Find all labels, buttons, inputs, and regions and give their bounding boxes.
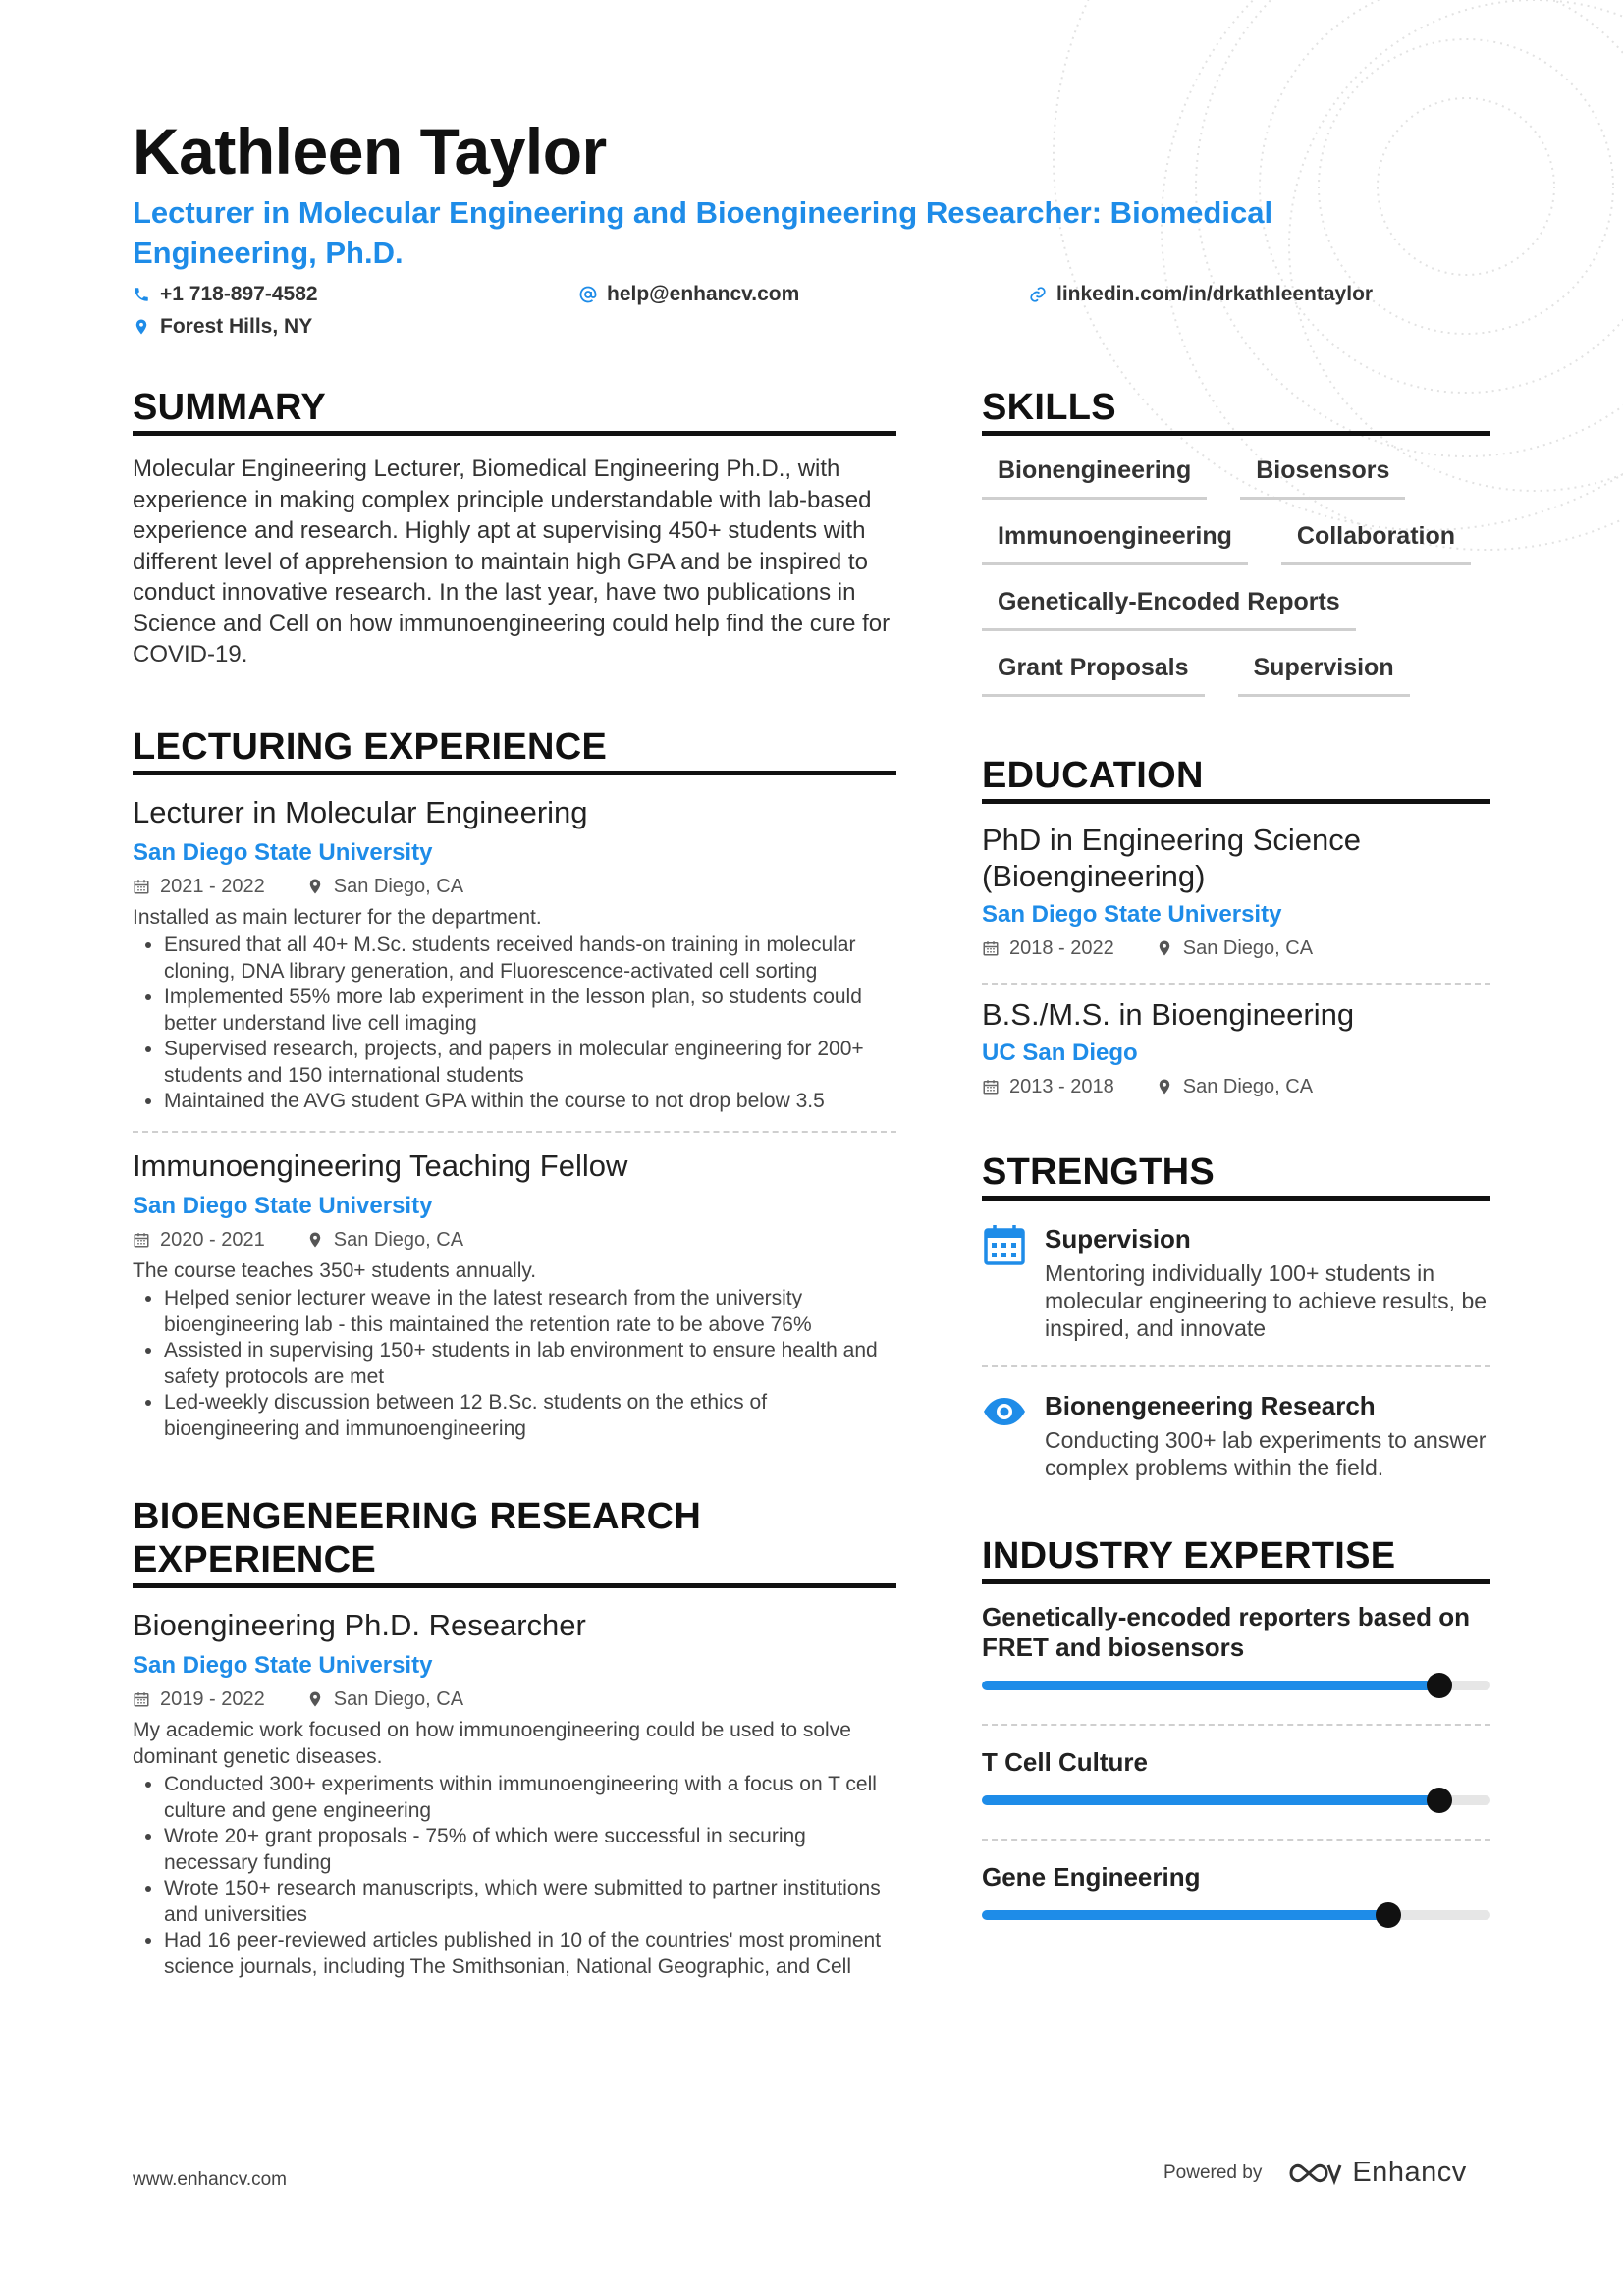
date-location-row bbox=[982, 1072, 1490, 1101]
map-pin-icon bbox=[306, 878, 324, 895]
divider bbox=[133, 1131, 896, 1133]
bullet-item: • Wrote 150+ research manuscripts, which were submitted to partner institutions and universities bbox=[164, 1876, 896, 1928]
bullet-item: • Conducted 300+ experiments within immunoengineering with a focus on T cell culture and gene engineering bbox=[164, 1772, 896, 1824]
divider bbox=[982, 1839, 1490, 1841]
lecturing-jobs bbox=[133, 793, 896, 1443]
bullet-item: • Wrote 20+ grant proposals - 75% of which were successful in securing necessary funding bbox=[164, 1824, 896, 1876]
school-name[interactable]: UC San Diego bbox=[982, 1040, 1138, 1066]
date-location-row bbox=[133, 1225, 896, 1255]
expertise-bar bbox=[982, 1910, 1490, 1920]
divider bbox=[982, 1365, 1490, 1367]
strength-item bbox=[982, 1218, 1490, 1342]
degree-title: PhD in Engineering Science (Bioengineering) bbox=[982, 823, 1362, 893]
footer-branding bbox=[1163, 2157, 1467, 2189]
expertise-bar-knob bbox=[1376, 1902, 1401, 1928]
strength-item bbox=[982, 1385, 1490, 1481]
location: San Diego, CA bbox=[333, 1688, 464, 1710]
job-organization[interactable]: San Diego State University bbox=[133, 1652, 433, 1679]
job-description: My academic work focused on how immunoengineering could be used to solve dominant genetic diseases. bbox=[133, 1719, 851, 1768]
expertise-bar-fill bbox=[982, 1910, 1388, 1920]
right-column bbox=[982, 386, 1490, 1934]
expertise-heading: INDUSTRY EXPERTISE bbox=[982, 1534, 1490, 1584]
phone-contact[interactable] bbox=[133, 283, 318, 306]
expertise-bar-knob bbox=[1427, 1673, 1452, 1698]
expertise-label: Gene Engineering bbox=[982, 1862, 1201, 1892]
link-icon bbox=[1029, 286, 1047, 303]
candidate-name: Kathleen Taylor bbox=[133, 115, 607, 187]
email-contact[interactable] bbox=[579, 283, 799, 306]
enhancv-logo[interactable] bbox=[1287, 2157, 1466, 2189]
linkedin-contact[interactable] bbox=[1029, 283, 1373, 306]
job-title: Immunoengineering Teaching Fellow bbox=[133, 1148, 628, 1183]
calendar-icon bbox=[133, 1231, 150, 1249]
at-sign-icon bbox=[579, 286, 597, 303]
date-range: 2020 - 2021 bbox=[160, 1228, 265, 1251]
strength-text bbox=[1045, 1389, 1490, 1481]
expertise-list bbox=[982, 1602, 1490, 1934]
phone-text: +1 718-897-4582 bbox=[160, 283, 318, 305]
lecturing-heading: LECTURING EXPERIENCE bbox=[133, 725, 896, 775]
research-jobs bbox=[133, 1606, 896, 1980]
job-description: The course teaches 350+ students annually. bbox=[133, 1258, 537, 1282]
map-pin-icon bbox=[306, 1231, 324, 1249]
bullet-item: • Maintained the AVG student GPA within the course to not drop below 3.5 bbox=[164, 1089, 896, 1115]
skills-heading: SKILLS bbox=[982, 386, 1490, 436]
footer-website[interactable]: www.enhancv.com bbox=[133, 2169, 287, 2190]
bullet-item: • Had 16 peer-reviewed articles published in 10 of the countries' most prominent science journals, including The Smithsonian, National Geographic, and Cell bbox=[164, 1928, 896, 1980]
bullet-item: • Ensured that all 40+ M.Sc. students received hands-on training in molecular cloning, DNA library generation, and Fluorescence-activated cell sorting bbox=[164, 933, 896, 985]
date-range: 2019 - 2022 bbox=[160, 1688, 265, 1710]
expertise-bar-knob bbox=[1427, 1788, 1452, 1813]
skill-tag: Grant Proposals bbox=[982, 651, 1205, 697]
expertise-bar-fill bbox=[982, 1795, 1439, 1805]
candidate-title: Lecturer in Molecular Engineering and Bioengineering Researcher: Biomedical Engineering, Ph.D. bbox=[133, 195, 1273, 270]
job-bullets bbox=[133, 1286, 896, 1442]
skills-list bbox=[982, 454, 1490, 697]
calendar-icon bbox=[982, 1078, 1000, 1095]
location: San Diego, CA bbox=[333, 1228, 464, 1251]
strength-text bbox=[1045, 1222, 1490, 1342]
education-list bbox=[982, 822, 1490, 1101]
expertise-label: Genetically-encoded reporters based on FRET and biosensors bbox=[982, 1602, 1471, 1662]
degree-title: B.S./M.S. in Bioengineering bbox=[982, 997, 1355, 1032]
bullet-item: • Assisted in supervising 150+ students in lab environment to ensure health and safety protocols are met bbox=[164, 1338, 896, 1390]
skill-tag: Supervision bbox=[1238, 651, 1410, 697]
map-pin-icon bbox=[1156, 1078, 1173, 1095]
bullet-item: • Helped senior lecturer weave in the latest research from the university bioengineering lab - this maintained the retention rate to be above 76% bbox=[164, 1286, 896, 1338]
location-contact bbox=[133, 315, 312, 339]
enhancv-logo-icon bbox=[1287, 2160, 1342, 2187]
bullet-item: • Implemented 55% more lab experiment in the lesson plan, so students could better understand live cell imaging bbox=[164, 985, 896, 1037]
eye-icon bbox=[982, 1389, 1027, 1434]
location: San Diego, CA bbox=[1182, 1076, 1314, 1097]
skill-tag: Bionengineering bbox=[982, 454, 1207, 500]
divider bbox=[982, 983, 1490, 985]
skill-tag: Biosensors bbox=[1240, 454, 1405, 500]
strength-title: Bionengeneering Research bbox=[1045, 1391, 1376, 1420]
expertise-bar bbox=[982, 1795, 1490, 1805]
location: San Diego, CA bbox=[1182, 937, 1314, 959]
expertise-bar bbox=[982, 1681, 1490, 1690]
strength-description: Conducting 300+ lab experiments to answer complex problems within the field. bbox=[1045, 1427, 1487, 1480]
calendar-icon bbox=[133, 878, 150, 895]
date-range: 2013 - 2018 bbox=[1009, 1076, 1114, 1097]
date-location-row bbox=[133, 1684, 896, 1714]
expertise-item bbox=[982, 1747, 1490, 1819]
skill-tag: Genetically-Encoded Reports bbox=[982, 585, 1356, 631]
divider bbox=[982, 1724, 1490, 1726]
strengths-heading: STRENGTHS bbox=[982, 1150, 1490, 1201]
education-heading: EDUCATION bbox=[982, 754, 1490, 804]
date-range: 2021 - 2022 bbox=[160, 875, 265, 897]
job-title: Bioengineering Ph.D. Researcher bbox=[133, 1608, 586, 1642]
summary-text: Molecular Engineering Lecturer, Biomedical Engineering Ph.D., with experience in making complex principle understandable with lab-based experience and research. Highly apt at supervising 450+ students with different level of apprehension to maintain high GPA and be inspired to conduct innovative research. In the last year, have two publications in Science and Cell on how immunoengineering could help find the cure for COVID-19. bbox=[133, 455, 891, 667]
job-description: Installed as main lecturer for the department. bbox=[133, 905, 542, 929]
expertise-bar-fill bbox=[982, 1681, 1439, 1690]
expertise-label: T Cell Culture bbox=[982, 1747, 1149, 1777]
skill-tag: Immunoengineering bbox=[982, 519, 1248, 565]
powered-by-text: Powered by bbox=[1163, 2162, 1263, 2183]
education-entry bbox=[982, 822, 1490, 963]
bullet-item: • Led-weekly discussion between 12 B.Sc. students on the ethics of bioengineering and immunoengineering bbox=[164, 1390, 896, 1442]
map-pin-icon bbox=[133, 318, 150, 336]
summary-heading: SUMMARY bbox=[133, 386, 896, 436]
job-entry bbox=[133, 1147, 896, 1443]
job-bullets bbox=[133, 933, 896, 1115]
date-range: 2018 - 2022 bbox=[1009, 937, 1114, 959]
strength-title: Supervision bbox=[1045, 1224, 1191, 1254]
expertise-item bbox=[982, 1602, 1490, 1704]
contact-info bbox=[133, 283, 1507, 351]
job-entry bbox=[133, 793, 896, 1115]
job-title: Lecturer in Molecular Engineering bbox=[133, 794, 588, 829]
school-name[interactable]: San Diego State University bbox=[982, 901, 1282, 928]
map-pin-icon bbox=[1156, 939, 1173, 957]
left-column bbox=[133, 386, 896, 1994]
linkedin-text: linkedin.com/in/drkathleentaylor bbox=[1056, 283, 1374, 305]
phone-icon bbox=[133, 286, 150, 303]
strengths-list bbox=[982, 1218, 1490, 1481]
job-organization[interactable]: San Diego State University bbox=[133, 838, 433, 866]
map-pin-icon bbox=[306, 1690, 324, 1708]
date-location-row bbox=[133, 872, 896, 901]
calendar-icon bbox=[982, 939, 1000, 957]
location-text: Forest Hills, NY bbox=[160, 315, 313, 338]
location: San Diego, CA bbox=[333, 875, 464, 897]
strength-description: Mentoring individually 100+ students in molecular engineering to achieve results, be inspired, and innovate bbox=[1045, 1260, 1488, 1341]
job-bullets bbox=[133, 1772, 896, 1980]
skill-tag: Collaboration bbox=[1281, 519, 1471, 565]
date-location-row bbox=[982, 934, 1490, 963]
expertise-item bbox=[982, 1862, 1490, 1934]
job-organization[interactable]: San Diego State University bbox=[133, 1192, 433, 1219]
brand-text: Enhancv bbox=[1352, 2157, 1467, 2188]
research-heading: BIOENGENEERING RESEARCH EXPERIENCE bbox=[133, 1495, 896, 1588]
resume-header bbox=[133, 114, 1507, 351]
calendar-icon bbox=[133, 1690, 150, 1708]
job-entry bbox=[133, 1606, 896, 1980]
calendar-icon bbox=[982, 1222, 1027, 1267]
email-text: help@enhancv.com bbox=[607, 283, 800, 305]
bullet-item: • Supervised research, projects, and papers in molecular engineering for 200+ students and 150 international students bbox=[164, 1037, 896, 1089]
education-entry bbox=[982, 996, 1490, 1101]
